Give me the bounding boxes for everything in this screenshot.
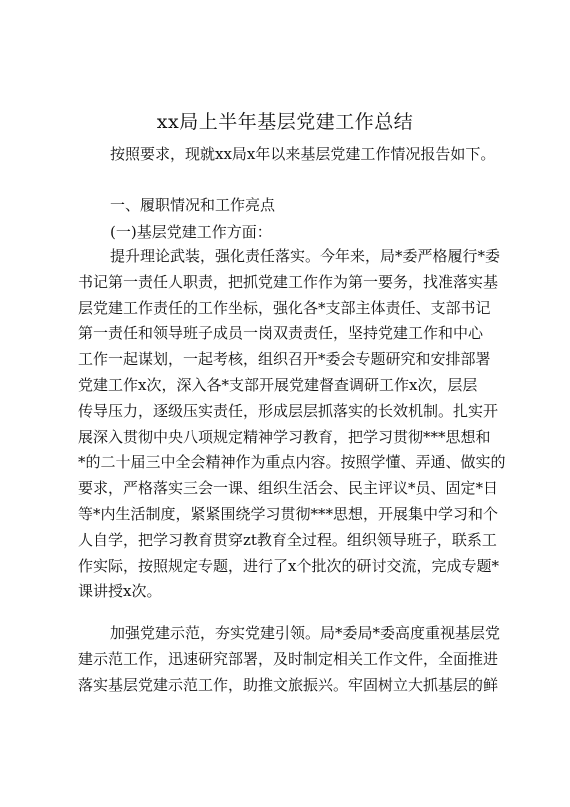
- section-heading: 一、履职情况和工作亮点: [110, 196, 276, 214]
- paragraph-line: 党建工作x次，深入各*支部开展党建督查调研工作x次，层层: [78, 375, 478, 394]
- paragraph-line: 课讲授x次。: [78, 582, 162, 601]
- document-title: xx局上半年基层党建工作总结: [156, 111, 414, 133]
- intro-paragraph: 按照要求，现就xx局x年以来基层党建工作情况报告如下。: [110, 145, 496, 163]
- paragraph-line: 书记第一责任人职责，把抓党建工作作为第一要务，找准落实基: [78, 272, 499, 291]
- paragraph-line: 展深入贯彻中央八项规定精神学习教育，把学习贯彻***思想和: [78, 427, 491, 446]
- paragraph-line: 第一责任和领导班子成员一岗双责责任，坚持党建工作和中心: [78, 324, 484, 343]
- paragraph-line: 工作一起谋划，一起考核，组织召开*委会专题研究和安排部署: [78, 350, 491, 369]
- paragraph-line: 传导压力，逐级压实责任，形成层层抓落实的长效机制。扎实开: [78, 401, 499, 420]
- paragraph-line: 等*内生活制度，紧紧围绕学习贯彻***思想，开展集中学习和个: [78, 504, 499, 523]
- body-paragraph-2: [78, 621, 501, 698]
- paragraph-line: 提升理论武装，强化责任落实。今年来，局*委严格履行*委: [110, 247, 501, 265]
- paragraph-line: 落实基层党建示范工作，助推文旅振兴。牢固树立大抓基层的鲜: [78, 675, 499, 694]
- body-paragraph-1: [78, 244, 506, 605]
- paragraph-line: *的二十届三中全会精神作为重点内容。按照学懂、弄通、做实的: [78, 453, 506, 472]
- paragraph-line: 层党建工作责任的工作坐标，强化各*支部主体责任、支部书记: [78, 298, 491, 317]
- paragraph-line: 作实际，按照规定专题，进行了x个批次的研讨交流，完成专题*: [78, 556, 499, 575]
- paragraph-line: 建示范工作，迅速研究部署，及时制定相关工作文件，全面推进: [78, 649, 499, 668]
- subsection-heading: (一)基层党建工作方面：: [110, 223, 272, 241]
- paragraph-line: 加强党建示范，夯实党建引领。局*委局*委高度重视基层党: [110, 624, 501, 642]
- paragraph-line: 人自学，把学习教育贯穿zt教育全过程。组织领导班子，联系工: [78, 530, 497, 549]
- paragraph-line: 要求，严格落实三会一课、组织生活会、民主评议*员、固定*日: [78, 479, 499, 498]
